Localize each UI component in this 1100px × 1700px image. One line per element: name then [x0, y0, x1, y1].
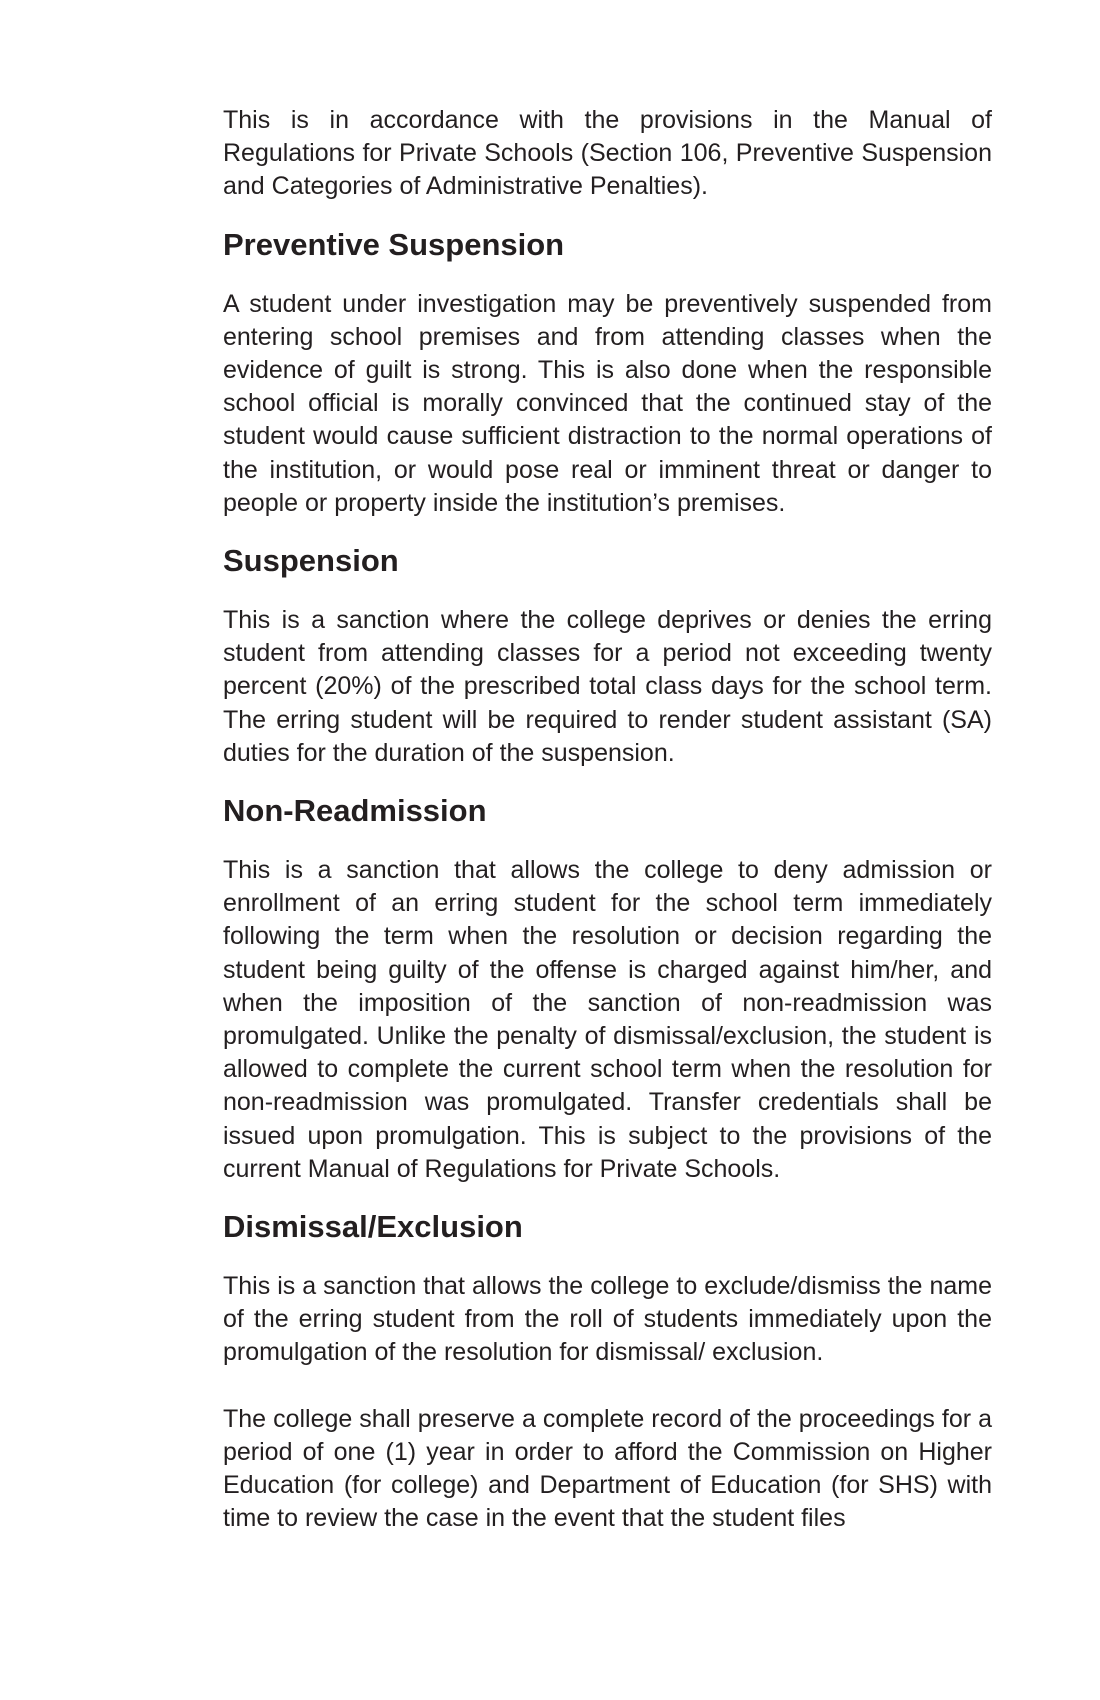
heading-dismissal-exclusion: Dismissal/Exclusion — [223, 1209, 523, 1245]
non-readmission-paragraph: This is a sanction that allows the college to deny admission or enrollment of an erring student for the school term immediately following the term when the resolution or decision regarding the student being guilty of the offense is charged against him/her, and when the imposition of the sanction of non-readmission was promulgated. Unlike the penalty of dismissal/exclusion, the student is allowed to complete the current school term when the resolution for non-readmission was promulgated. Transfer credentials shall be issued upon promulgation. This is subject to the provisions of the current Manual of Regulations for Private Schools. — [223, 856, 992, 1183]
intro-paragraph: This is in accordance with the provisions in the Manual of Regulations for Private Schools (Section 106, Preventive Suspension and Categories of Administrative Penalties). — [223, 106, 992, 201]
document-page — [223, 104, 992, 1536]
heading-suspension: Suspension — [223, 543, 399, 579]
suspension-paragraph: This is a sanction where the college deprives or denies the erring student from attending classes for a period not exceeding twenty percent (20%) of the prescribed total class days for the school term. The erring student will be required to render student assistant (SA) duties for the duration of the suspension. — [223, 606, 992, 767]
dismissal-exclusion-paragraph: This is a sanction that allows the college to exclude/dismiss the name of the erring student from the roll of students immediately upon the promulgation of the resolution for dismissal/ exclusion. — [223, 1272, 992, 1367]
closing-paragraph: The college shall preserve a complete record of the proceedings for a period of one (1) year in order to afford the Commission on Higher Education (for college) and Department of Education (for SHS) with time to review the case in the event that the student files — [223, 1404, 992, 1533]
heading-non-readmission: Non-Readmission — [223, 793, 487, 829]
heading-preventive-suspension: Preventive Suspension — [223, 226, 565, 262]
preventive-suspension-paragraph: A student under investigation may be preventively suspended from entering school premises and from attending classes when the evidence of guilt is strong. This is also done when the responsible school official is morally convinced that the continued stay of the student would cause sufficient distraction to the normal operations of the institution, or would pose real or imminent threat or danger to people or property inside the institution’s premises. — [223, 289, 992, 517]
